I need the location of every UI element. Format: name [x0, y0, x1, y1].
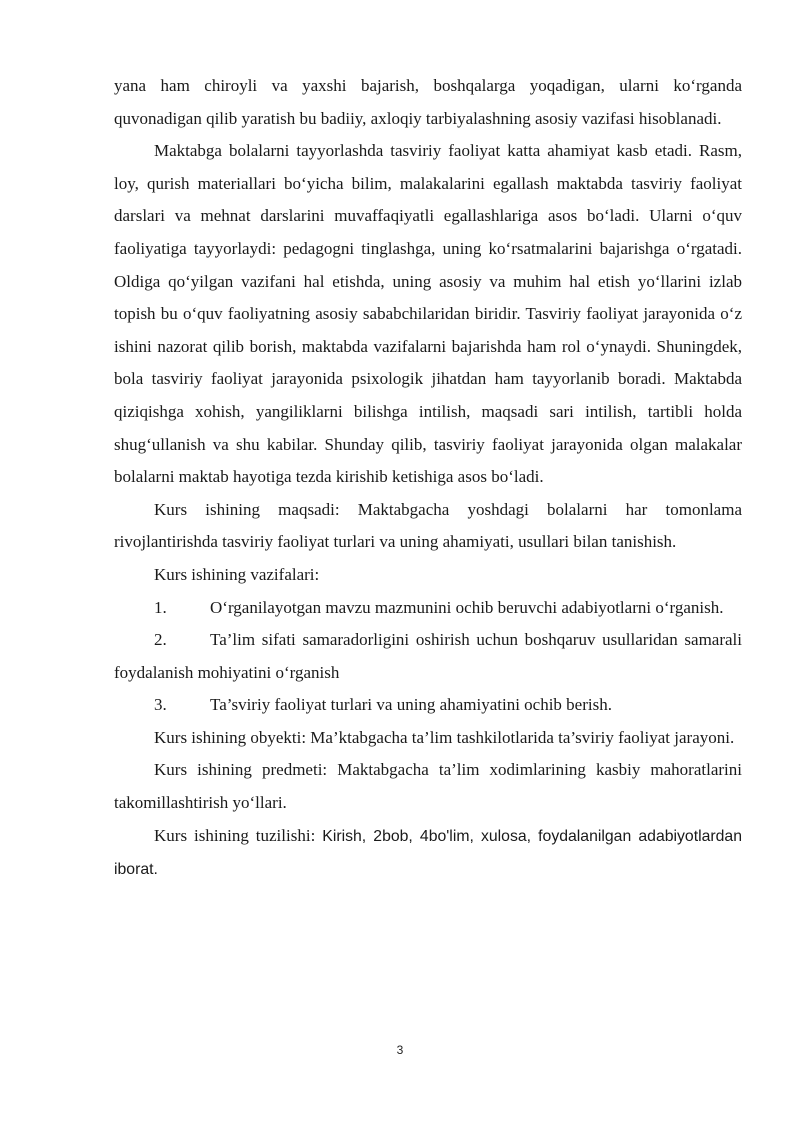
page-number: 3 [396, 1043, 404, 1057]
structure-lead: Kurs ishining tuzilishi: [154, 825, 323, 845]
paragraph-course-object: Kurs ishining obyekti: Ma’ktabgacha ta’lim tashkilotlarida ta’sviriy faoliyat jarayoni. [154, 727, 735, 747]
task-item-3 [114, 689, 742, 722]
paragraph-course-tasks-heading: Kurs ishining vazifalari: [154, 564, 320, 584]
structure-tail: Kirish, 2bob, 4bo'lim, xulosa, foydalanilgan adabiyotlardan iborat. [114, 827, 743, 879]
task-text: Ta’lim sifati samaradorligini oshirish uchun boshqaruv usullaridan samarali foydalanish mohiyatini o‘rganish [114, 630, 768, 682]
task-item-1 [114, 592, 742, 625]
paragraph-course-goal: Kurs ishining maqsadi: Maktabgacha yoshdagi bolalarni har tomonlama rivojlantirishda tasviriy faoliyat turlari va uning ahamiyati, usullari bilan tanishish. [114, 499, 742, 552]
document-page [114, 70, 768, 887]
task-number: 1. [154, 597, 167, 617]
task-number: 3. [154, 695, 167, 715]
task-number: 2. [154, 630, 167, 650]
task-item-2 [114, 624, 768, 689]
paragraph-course-structure [114, 820, 742, 887]
paragraph-course-subject: Kurs ishining predmeti: Maktabgacha ta’lim xodimlarining kasbiy mahoratlarini takomillashtirish yo‘llari. [114, 760, 742, 813]
task-text: Ta’sviriy faoliyat turlari va uning ahamiyatini ochib berish. [210, 695, 612, 715]
paragraph-intro-continuation: yana ham chiroyli va yaxshi bajarish, boshqalarga yoqadigan, ularni ko‘rganda quvonadigan qilib yaratish bu badiiy, axloqiy tarbiyalashning asosiy vazifasi hisoblanadi. [114, 76, 742, 128]
task-text: O‘rganilayotgan mavzu mazmunini ochib beruvchi adabiyotlarni o‘rganish. [210, 597, 724, 617]
paragraph-school-preparation: Maktabga bolalarni tayyorlashda tasviriy faoliyat katta ahamiyat kasb etadi. Rasm, loy, qurish materiallari bo‘yicha bilim, malakalarini egallash maktabda tasviriy faoliyat darslari va mehnat darslarini muvaffaqiyatli egallashlariga asos bo‘ladi. Ularni o‘quv faoliyatiga tayyorlaydi: pedagogni tinglashga, uning ko‘rsatmalarini bajarishga o‘rgatadi. Oldiga qo‘yilgan vazifani hal etishda, uning asosiy va muhim hal etish yo‘llarini izlab topish bu o‘quv faoliyatning asosiy sababchilaridan biridir. Tasviriy faoliyat jarayonida o‘z ishini nazorat qilib borish, maktabda vazifalarni bajarishda ham rol o‘ynaydi. Shuningdek, bola tasviriy faoliyat jarayonida psixologik jihatdan ham tayyorlanib boradi. Maktabda qiziqishga xohish, yangiliklarni bilishga intilish, maqsadi sari intilish, tartibli holda shug‘ullanish va shu kabilar. Shunday qilib, tasviriy faoliyat jarayonida olgan malakalar bolalarni maktab hayotiga tezda kirishib ketishiga asos bo‘ladi. [114, 141, 742, 487]
